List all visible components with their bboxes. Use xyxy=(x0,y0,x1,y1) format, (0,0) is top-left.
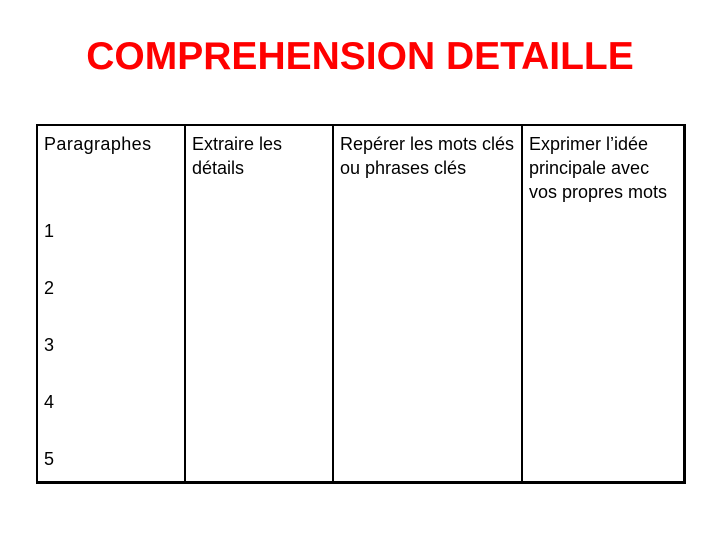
header-reperer-mots-cles: Repérer les mots clés ou phrases clés xyxy=(340,134,515,178)
paragraph-number-5: 5 xyxy=(44,449,55,469)
paragraph-number-1: 1 xyxy=(44,221,55,241)
column-extraire-details xyxy=(186,126,334,481)
comprehension-table xyxy=(36,124,686,484)
paragraph-number-3: 3 xyxy=(44,335,55,355)
column-reperer-mots-cles xyxy=(334,126,523,481)
header-exprimer-idee: Exprimer l’idée principale avec vos propres mots xyxy=(529,134,668,202)
header-extraire-details: Extraire les détails xyxy=(192,134,283,178)
slide-title: COMPREHENSION DETAILLE xyxy=(86,35,634,78)
header-paragraphes: Paragraphes xyxy=(44,134,152,154)
paragraph-number-4: 4 xyxy=(44,392,55,412)
column-paragraphes xyxy=(38,126,186,481)
paragraph-number-2: 2 xyxy=(44,278,55,298)
column-exprimer-idee xyxy=(523,126,683,481)
